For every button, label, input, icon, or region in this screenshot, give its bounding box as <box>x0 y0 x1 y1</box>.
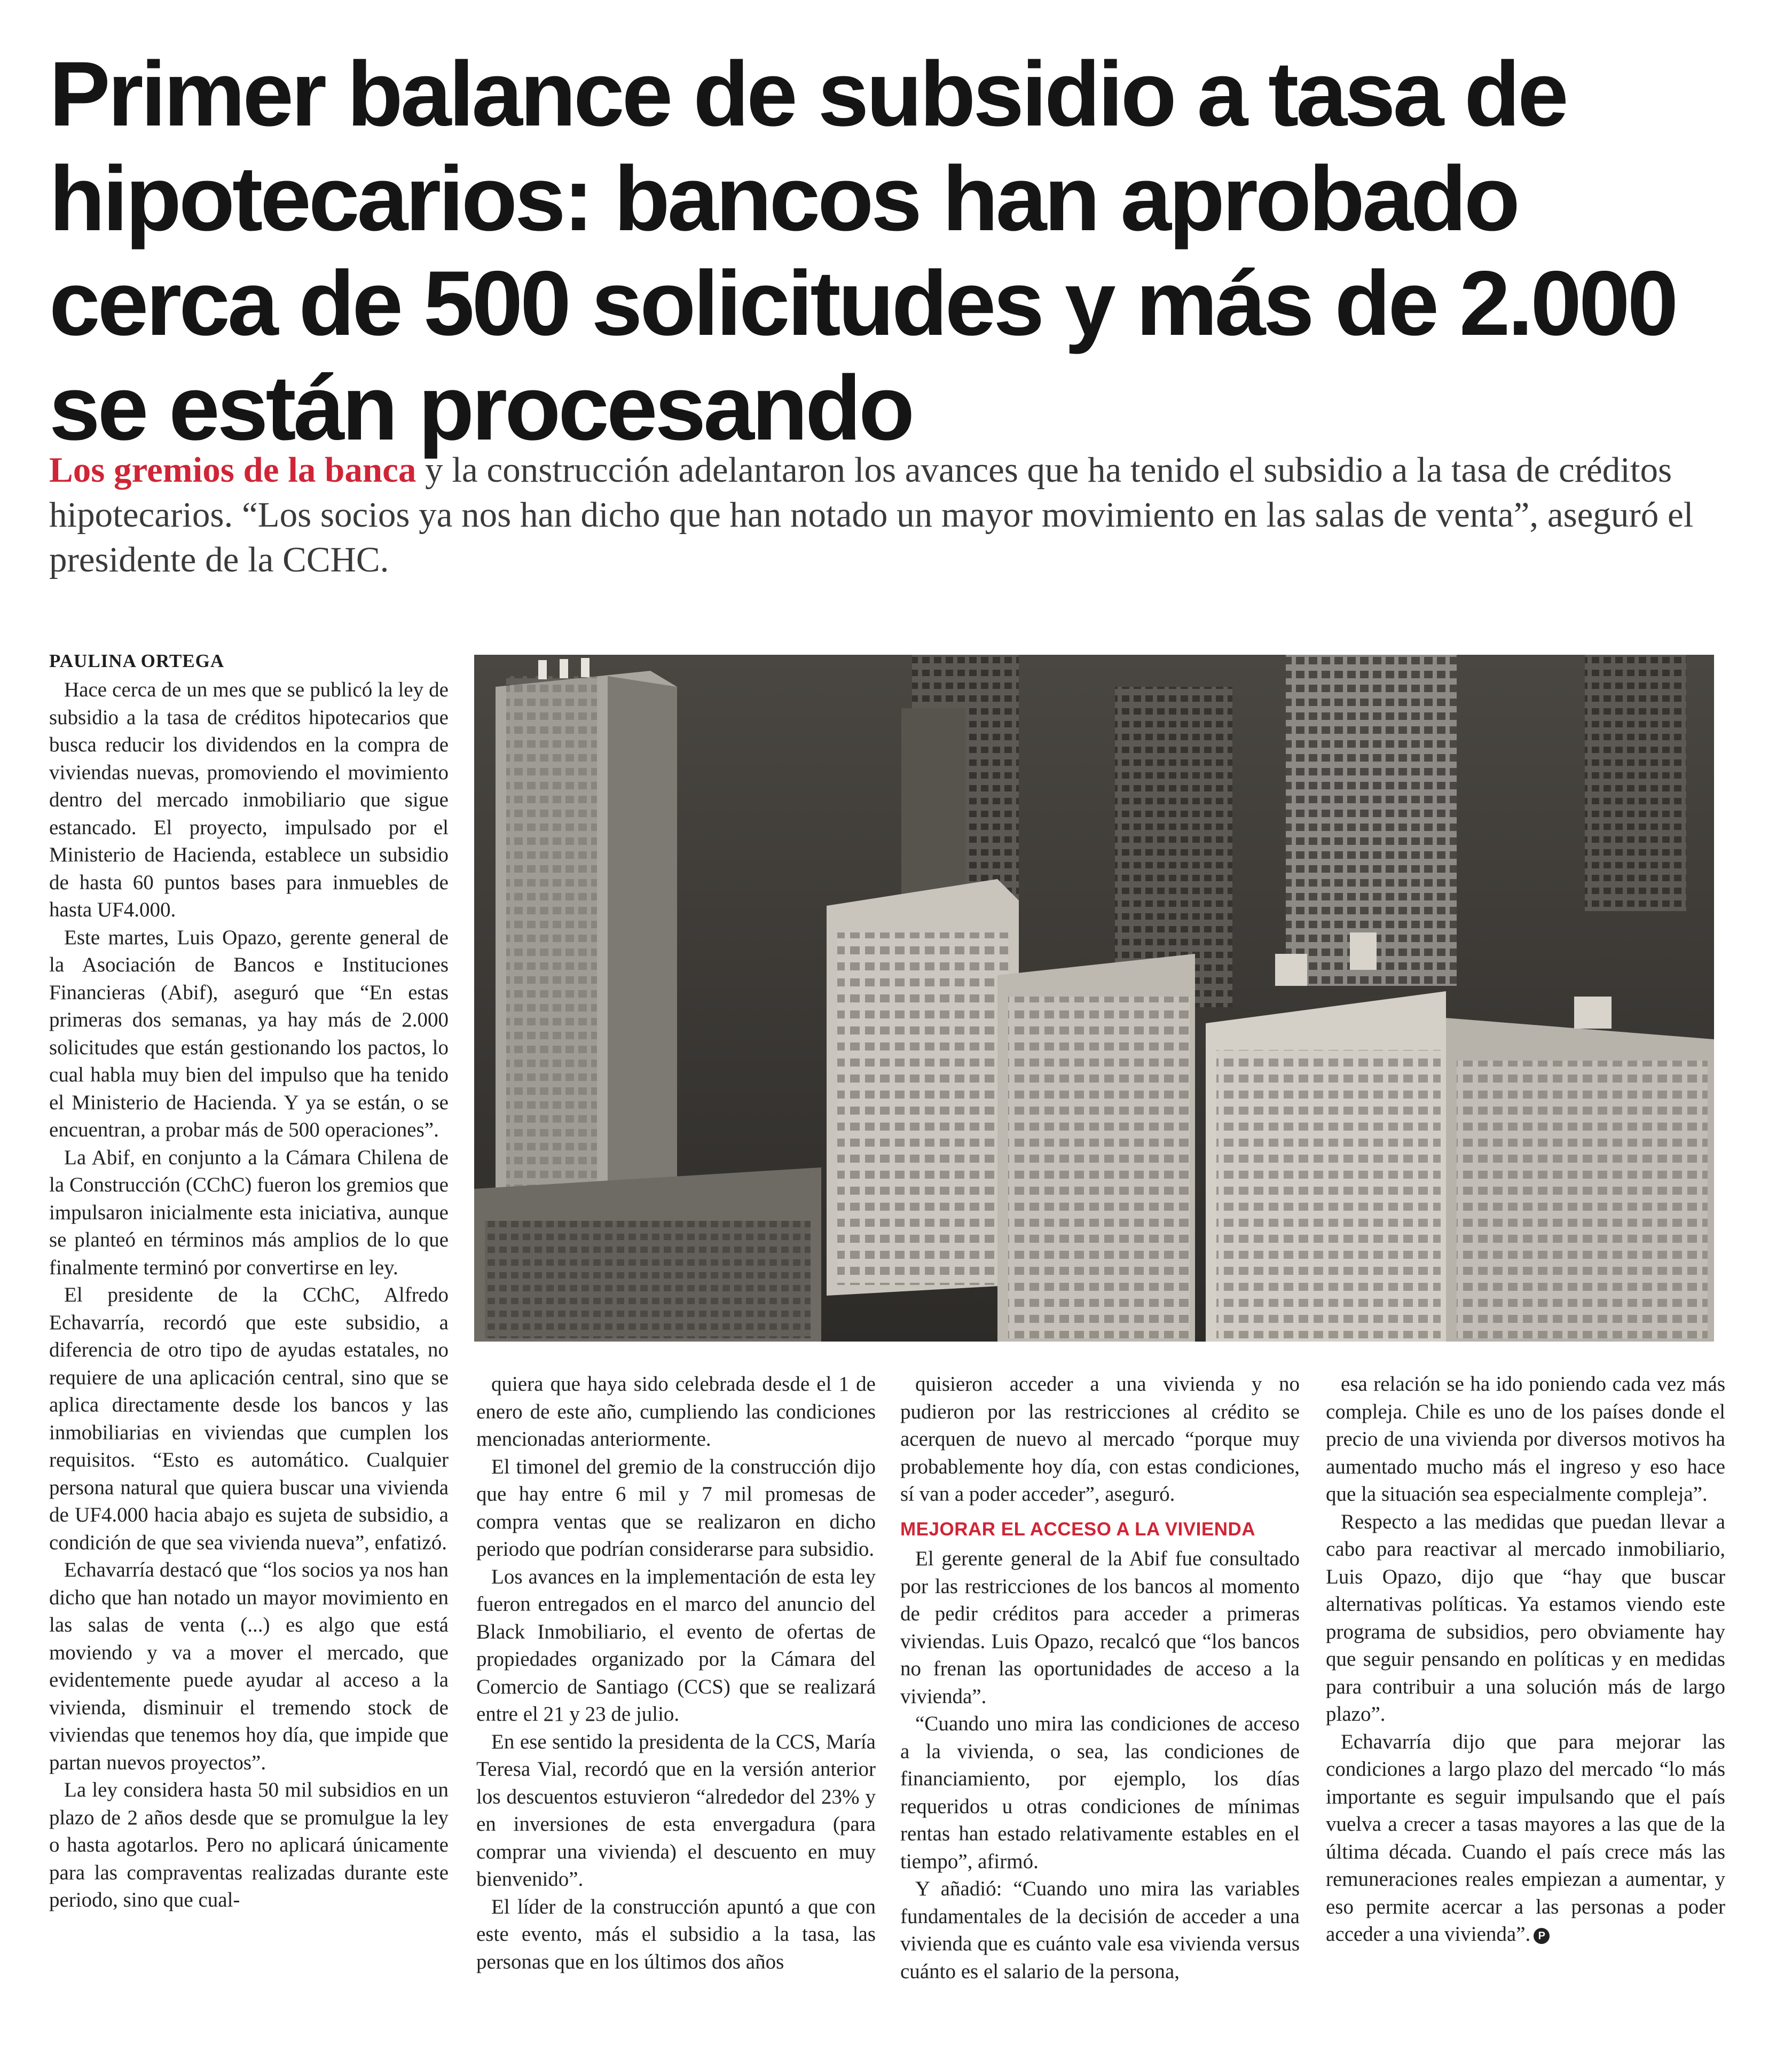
paragraph: Y añadió: “Cuando uno mira las variables fundamentales de la decisión de acceder a una vivienda que es cuánto vale esa vivienda versus cuánto es el salario de la persona, <box>900 1877 1300 1983</box>
end-mark-icon: P <box>1534 1928 1550 1944</box>
column-2 <box>476 1370 876 1975</box>
paragraph: esa relación se ha ido poniendo cada vez más compleja. Chile es uno de los países donde el precio de una vivienda por diversos motivos ha aumentado mucho más el ingreso y eso hace que la situación sea especialmente compleja”. <box>1326 1373 1725 1506</box>
paragraph-text: Echavarría dijo que para mejorar las condiciones a largo plazo del mercado “lo más importante es seguir impulsando que el país vuelva a crecer a tasas mayores a las que de la última década. Cuando el país crece más las remuneraciones reales empiezan a aumentar, y eso permite acercar a las personas a poder acceder a una vivienda”. <box>1326 1730 1725 1946</box>
byline: PAULINA ORTEGA <box>49 650 225 671</box>
paragraph: Este martes, Luis Opazo, gerente general de la Asociación de Bancos e Instituciones Financieras (Abif), aseguró que “En estas primeras dos semanas, ya hay más de 2.000 solicitudes que están gestionando los pactos, lo cual habla muy bien del impulso que ha tenido el Ministerio de Hacienda. Y ya se están, o se encuentran, a probar más de 500 operaciones”. <box>49 926 449 1141</box>
paragraph: La Abif, en conjunto a la Cámara Chilena de la Construcción (CChC) fueron los gremios que impulsaron inicialmente esta iniciativa, aunque se planteó en términos más amplios de lo que finalmente terminó por convertirse en ley. <box>49 1146 449 1279</box>
paragraph: La ley considera hasta 50 mil subsidios en un plazo de 2 años desde que se promulgue la ley o hasta agotarlos. Pero no aplicará únicamente para las compraventas realizadas durante este periodo, sino que cual- <box>49 1778 449 1911</box>
deck <box>49 448 1731 582</box>
paragraph: El líder de la construcción apuntó a que con este evento, más el subsidio a la tasa, las personas que en los últimos dos años <box>476 1895 876 1973</box>
deck-kicker: Los gremios de la banca <box>49 450 416 490</box>
paragraph <box>1326 1728 1725 1948</box>
paragraph: El gerente general de la Abif fue consultado por las restricciones de los bancos al momento de pedir créditos para acceder a primeras viviendas. Luis Opazo, recalcó que “los bancos no frenan las oportunidades de acceso a la vivienda”. <box>900 1547 1300 1708</box>
paragraph: Hace cerca de un mes que se publicó la ley de subsidio a la tasa de créditos hipotecarios que busca reducir los dividendos en la compra de viviendas nuevas, promoviendo el movimiento dentro del mercado inmobiliario que sigue estancado. El proyecto, impulsado por el Ministerio de Hacienda, establece un subsidio de hasta 60 puntos bases para inmuebles de hasta UF4.000. <box>49 678 449 921</box>
subheading: MEJORAR EL ACCESO A LA VIVIENDA <box>900 1518 1256 1540</box>
paragraph: “Cuando uno mira las condiciones de acceso a la vivienda, o sea, las condiciones de financiamiento, por ejemplo, los días requeridos u otras condiciones de mínimas rentas han estado relativamente estables en el tiempo”, afirmó. <box>900 1712 1300 1873</box>
headline: Primer balance de subsidio a tasa de hipotecarios: bancos han aprobado cerca de 500 solicitudes y más de 2.000 se están procesando <box>49 43 1676 459</box>
paragraph: quiera que haya sido celebrada desde el 1 de enero de este año, cumpliendo las condiciones mencionadas anteriormente. <box>476 1373 876 1451</box>
column-1 <box>49 676 449 1914</box>
paragraph: Respecto a las medidas que puedan llevar a cabo para reactivar al mercado inmobiliario, Luis Opazo, dijo que “hay que buscar alternativas políticas. Ya estamos viendo este programa de subsidios, pero obviamente hay que seguir pensando en políticas y en medidas para contribuir a una solución más de largo plazo”. <box>1326 1510 1725 1726</box>
paragraph: quisieron acceder a una vivienda y no pudieron por las restricciones al crédito se acerquen de nuevo al mercado “porque muy probablemente hoy día, con estas condiciones, sí van a poder acceder”, aseguró. <box>900 1373 1300 1506</box>
deck-text: y la construcción adelantaron los avances que ha tenido el subsidio a la tasa de créditos hipotecarios. “Los socios ya nos han dicho que han notado un mayor movimiento en las salas de venta”, aseguró el presidente de la CCHC. <box>49 450 1694 579</box>
paragraph: El presidente de la CChC, Alfredo Echavarría, recordó que este subsidio, a diferencia de otro tipo de ayudas estatales, no requiere de una aplicación central, sino que se aplica directamente desde los bancos y las inmobiliarias en viviendas que cumplen los requisitos. “Esto es automático. Cualquier persona natural que quiera buscar una vivienda de UF4.000 hacia abajo es sujeta de subsidio, a condición de que sea vivienda nueva”, enfatizó. <box>49 1283 449 1554</box>
city-buildings-photo <box>474 655 1714 1342</box>
paragraph: En ese sentido la presidenta de la CCS, María Teresa Vial, recordó que en la versión anterior los descuentos estuvieron “alrededor del 23% y en inversiones de esta envergadura (para comprar una vivienda) el descuento en muy bienvenido”. <box>476 1730 876 1891</box>
paragraph: Los avances en la implementación de esta ley fueron entregados en el marco del anuncio del Black Inmobiliario, el evento de ofertas de propiedades organizado por la Cámara del Comercio de Santiago (CCS) que se realizará entre el 21 y 23 de julio. <box>476 1565 876 1726</box>
paragraph: El timonel del gremio de la construcción dijo que hay entre 6 mil y 7 mil promesas de compra ventas que se realizaron en dicho periodo que podrían considerarse para subsidio. <box>476 1455 876 1561</box>
column-4 <box>1326 1370 1725 1948</box>
photo-illustration <box>474 655 1714 1342</box>
column-3 <box>900 1370 1300 1985</box>
paragraph: Echavarría destacó que “los socios ya nos han dicho que han notado un mayor movimiento en las salas de venta (...) es algo que está moviendo y va a mover el mercado, que evidentemente puede ayudar al acceso a la vivienda, disminuir el tremendo stock de viviendas que tenemos hoy día, que impide que partan nuevos proyectos”. <box>49 1558 449 1774</box>
